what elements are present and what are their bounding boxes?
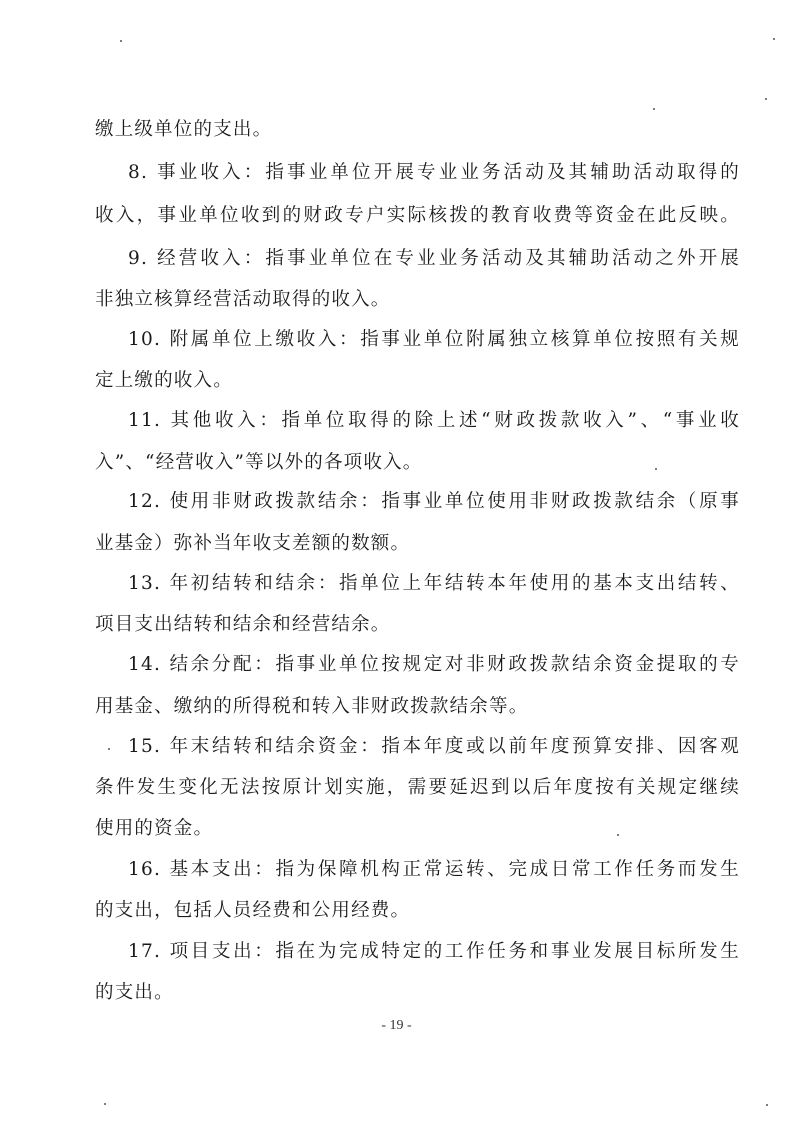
paragraph-line: 12. 使用非财政拨款结余：指事业单位使用非财政拨款结余（原事 <box>128 491 740 512</box>
page-number: - 19 - <box>381 1018 412 1033</box>
paragraph-line: 用基金、缴纳的所得税和转入非财政拨款结余等。 <box>95 696 529 717</box>
scan-speck <box>653 108 655 110</box>
paragraph-line: 缴上级单位的支出。 <box>95 119 273 140</box>
paragraph-line: 定上缴的收入。 <box>95 370 233 391</box>
paragraph-line: 入”、“经营收入”等以外的各项收入。 <box>95 452 423 473</box>
scan-speck <box>765 98 767 100</box>
paragraph-line: 条件发生变化无法按原计划实施，需要延迟到以后年度按有关规定继续 <box>95 777 740 798</box>
paragraph-line: 的支出。 <box>95 982 174 1003</box>
scan-speck <box>104 1103 106 1105</box>
paragraph-line: 15. 年末结转和结余资金：指本年度或以前年度预算安排、因客观 <box>128 736 740 757</box>
paragraph-line: 8. 事业收入：指事业单位开展专业业务活动及其辅助活动取得的 <box>128 162 740 183</box>
paragraph-line: 14. 结余分配：指事业单位按规定对非财政拨款结余资金提取的专 <box>128 654 740 675</box>
scan-speck <box>617 834 619 836</box>
paragraph-line: 项目支出结转和结余和经营结余。 <box>95 614 391 635</box>
paragraph-line: 的支出，包括人员经费和公用经费。 <box>95 900 411 921</box>
paragraph-line: 业基金）弥补当年收支差额的数额。 <box>95 533 411 554</box>
scan-speck <box>108 748 110 750</box>
paragraph-line: 收入，事业单位收到的财政专户实际核拨的教育收费等资金在此反映。 <box>95 205 740 226</box>
paragraph-line: 16. 基本支出：指为保障机构正常运转、完成日常工作任务而发生 <box>128 859 740 880</box>
paragraph-line: 使用的资金。 <box>95 818 214 839</box>
scan-speck <box>773 38 775 40</box>
paragraph-line: 17. 项目支出：指在为完成特定的工作任务和事业发展目标所发生 <box>128 941 740 962</box>
scan-speck <box>766 1104 768 1106</box>
paragraph-line: 非独立核算经营活动取得的收入。 <box>95 289 391 310</box>
scan-speck <box>120 40 122 42</box>
paragraph-line: 9. 经营收入：指事业单位在专业业务活动及其辅助活动之外开展 <box>128 248 740 269</box>
scan-speck <box>655 468 657 470</box>
paragraph-line: 13. 年初结转和结余：指单位上年结转本年使用的基本支出结转、 <box>128 573 740 594</box>
paragraph-line: 10. 附属单位上缴收入：指事业单位附属独立核算单位按照有关规 <box>128 329 740 350</box>
paragraph-line: 11. 其他收入：指单位取得的除上述“财政拨款收入”、“事业收 <box>128 410 740 431</box>
